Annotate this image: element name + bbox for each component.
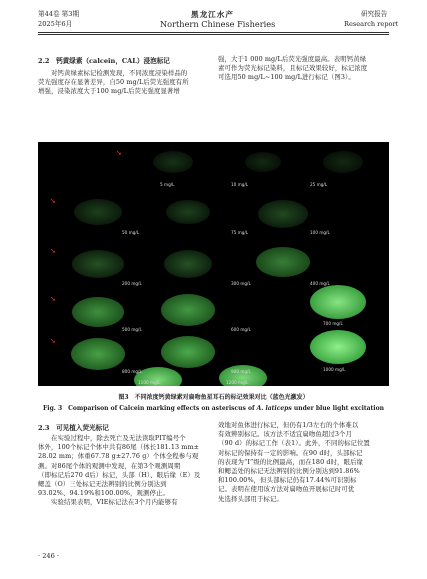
concentration-label: 600 mg/L bbox=[231, 327, 251, 332]
para-line: 有效辨别标记。该方法不适宜扁吻鱼超过3个月 bbox=[218, 430, 352, 439]
concentration-label: 900 mg/L bbox=[231, 369, 251, 374]
caption-en-part: Fig. 3 Comparison of Calcein marking effects on asteriscus of bbox=[43, 405, 257, 412]
otolith-sample bbox=[323, 151, 363, 173]
otolith-photo-grid bbox=[38, 142, 389, 386]
para-line: 素可作为荧光标记染料，且标记效果较好，标记浓度 bbox=[218, 64, 368, 73]
otolith-sample bbox=[310, 285, 366, 319]
para-line: 实验结果表明，VIE标记法在3个月内能够有 bbox=[51, 498, 178, 507]
figure-caption-cn: 图3 不同浓度钙黄绿素对扁吻鱼星耳石的标记效果对比（蓝色光激发） bbox=[118, 394, 309, 401]
para-line: 在实验过程中，除去死亡及无法读取PIT编号个 bbox=[51, 434, 186, 442]
para-line: 体外，100个标记个体中共有86尾（体长181.13 mm± bbox=[38, 443, 200, 452]
para-line: 可选用50 mg/L~100 mg/L进行标记（图3）。 bbox=[218, 73, 355, 82]
otolith-sample bbox=[164, 250, 212, 278]
journal-title-en: Northern Chinese Fisheries bbox=[160, 19, 276, 29]
header-rule-2 bbox=[38, 34, 389, 35]
journal-title-cn: 黑龙江水产 bbox=[191, 10, 234, 19]
concentration-label: 200 mg/L bbox=[122, 281, 142, 286]
para-line: 强，大于1 000 mg/L后荧光强度最高。表明钙黄绿 bbox=[218, 55, 367, 63]
otolith-sample bbox=[72, 250, 124, 278]
concentration-label: 800 mg/L bbox=[122, 369, 142, 374]
section-2-3-right-column bbox=[218, 421, 370, 504]
section-2-2-right-column bbox=[218, 55, 367, 83]
para-line: 荧光强度存在显著差异，自50 mg/L后荧光强度有所 bbox=[38, 78, 189, 87]
para-line: 测。对86尾个体的观测中发现，在第3个观测周期 bbox=[38, 461, 181, 470]
concentration-label: 50 mg/L bbox=[122, 230, 140, 235]
section-2-2-title: 2.2 钙黄绿素（calcein，CAL）浸泡标记 bbox=[38, 57, 170, 65]
para-line: 先选择头部用于标记。 bbox=[218, 494, 283, 503]
para-line: 增强，浸染浓度大于100 mg/L后荧光强度显著增 bbox=[38, 87, 180, 96]
para-line: 和100.00%，但头部标记仍有17.44%可识别标 bbox=[218, 476, 357, 485]
concentration-label: 1200 mg/L bbox=[226, 380, 249, 385]
otolith-sample bbox=[166, 200, 210, 224]
otolith-sample bbox=[258, 200, 308, 228]
para-line: （即标记后270 d后）标记，头部（H）、眼后缘（E）及 bbox=[38, 470, 201, 479]
concentration-label: 1100 mg/L bbox=[138, 380, 161, 385]
otolith-sample bbox=[72, 297, 124, 327]
para-line: 93.02%、94.19%和100.00%，观测停止。 bbox=[38, 489, 169, 498]
concentration-label: 100 mg/L bbox=[310, 230, 330, 235]
concentration-label: 700 mg/L bbox=[323, 321, 343, 326]
concentration-label: 1000 mg/L bbox=[323, 367, 346, 372]
section-2-3-title: 2.3 可见植入荧光标记 bbox=[38, 424, 109, 432]
journal-date: 2025年6月 bbox=[38, 20, 73, 28]
concentration-label: 300 mg/L bbox=[231, 281, 251, 286]
section-2-3-left-column bbox=[38, 434, 200, 508]
header-rule bbox=[38, 32, 389, 33]
para-line: 记。表明在使用该方法对扁吻鱼开展标记时可优 bbox=[218, 485, 355, 494]
article-type-cn: 研究报告 bbox=[361, 10, 388, 18]
concentration-label: 10 mg/L bbox=[231, 182, 249, 187]
red-arrow-icon: ➘ bbox=[50, 295, 56, 303]
concentration-label: 5 mg/L bbox=[160, 182, 175, 187]
otolith-sample bbox=[153, 151, 193, 173]
concentration-label: 75 mg/L bbox=[231, 230, 249, 235]
species-name: A. laticeps bbox=[256, 405, 292, 412]
para-line: 鳃盖（O）三处标记无法辨别的比例分别达到 bbox=[38, 480, 167, 489]
para-line: （90 d）的标记工作（表1）。此外，不同的标记位置 bbox=[218, 439, 370, 448]
para-line: 的表现为“Ⅰ”级的比例最高，而在180 d时，眼后缘 bbox=[218, 457, 364, 466]
para-line: 对标记的保持有一定的影响。在90 d时，头部标记 bbox=[218, 448, 363, 457]
otolith-sample bbox=[256, 247, 310, 277]
section-2-2-left-column bbox=[38, 69, 189, 97]
red-arrow-icon: ➘ bbox=[50, 337, 56, 345]
otolith-sample bbox=[74, 199, 122, 225]
journal-volume: 第44卷 第3期 bbox=[38, 10, 80, 18]
red-arrow-icon: ➘ bbox=[50, 197, 56, 205]
red-arrow-icon: ➘ bbox=[50, 247, 56, 255]
para-line: 效地对鱼体进行标记，但仍有1/3左右的个体难以 bbox=[218, 421, 359, 429]
otolith-sample bbox=[310, 330, 366, 364]
concentration-label: 400 mg/L bbox=[310, 281, 330, 286]
red-arrow-icon: ➘ bbox=[116, 149, 122, 157]
otolith-sample bbox=[71, 338, 125, 370]
page-number: · 246 · bbox=[38, 552, 59, 560]
concentration-label: 25 mg/L bbox=[310, 182, 328, 187]
otolith-sample bbox=[245, 152, 281, 172]
article-type-en: Research report bbox=[344, 20, 399, 28]
figure-3-image bbox=[38, 142, 389, 386]
otolith-sample bbox=[161, 294, 215, 326]
para-line: 对钙黄绿素标记检测发现，不同浓度浸染样品的 bbox=[51, 69, 188, 77]
figure-caption-en bbox=[38, 403, 389, 412]
concentration-label: 500 mg/L bbox=[122, 327, 142, 332]
para-line: 28.02 mm；体重67.78 g±27.76 g）个体全程参与观 bbox=[38, 452, 199, 461]
caption-en-part: under blue light excitation bbox=[291, 405, 384, 412]
para-line: 和鳃盖处的标记无法辨别的比例分别达到91.86% bbox=[218, 467, 360, 476]
otolith-sample bbox=[161, 336, 215, 368]
